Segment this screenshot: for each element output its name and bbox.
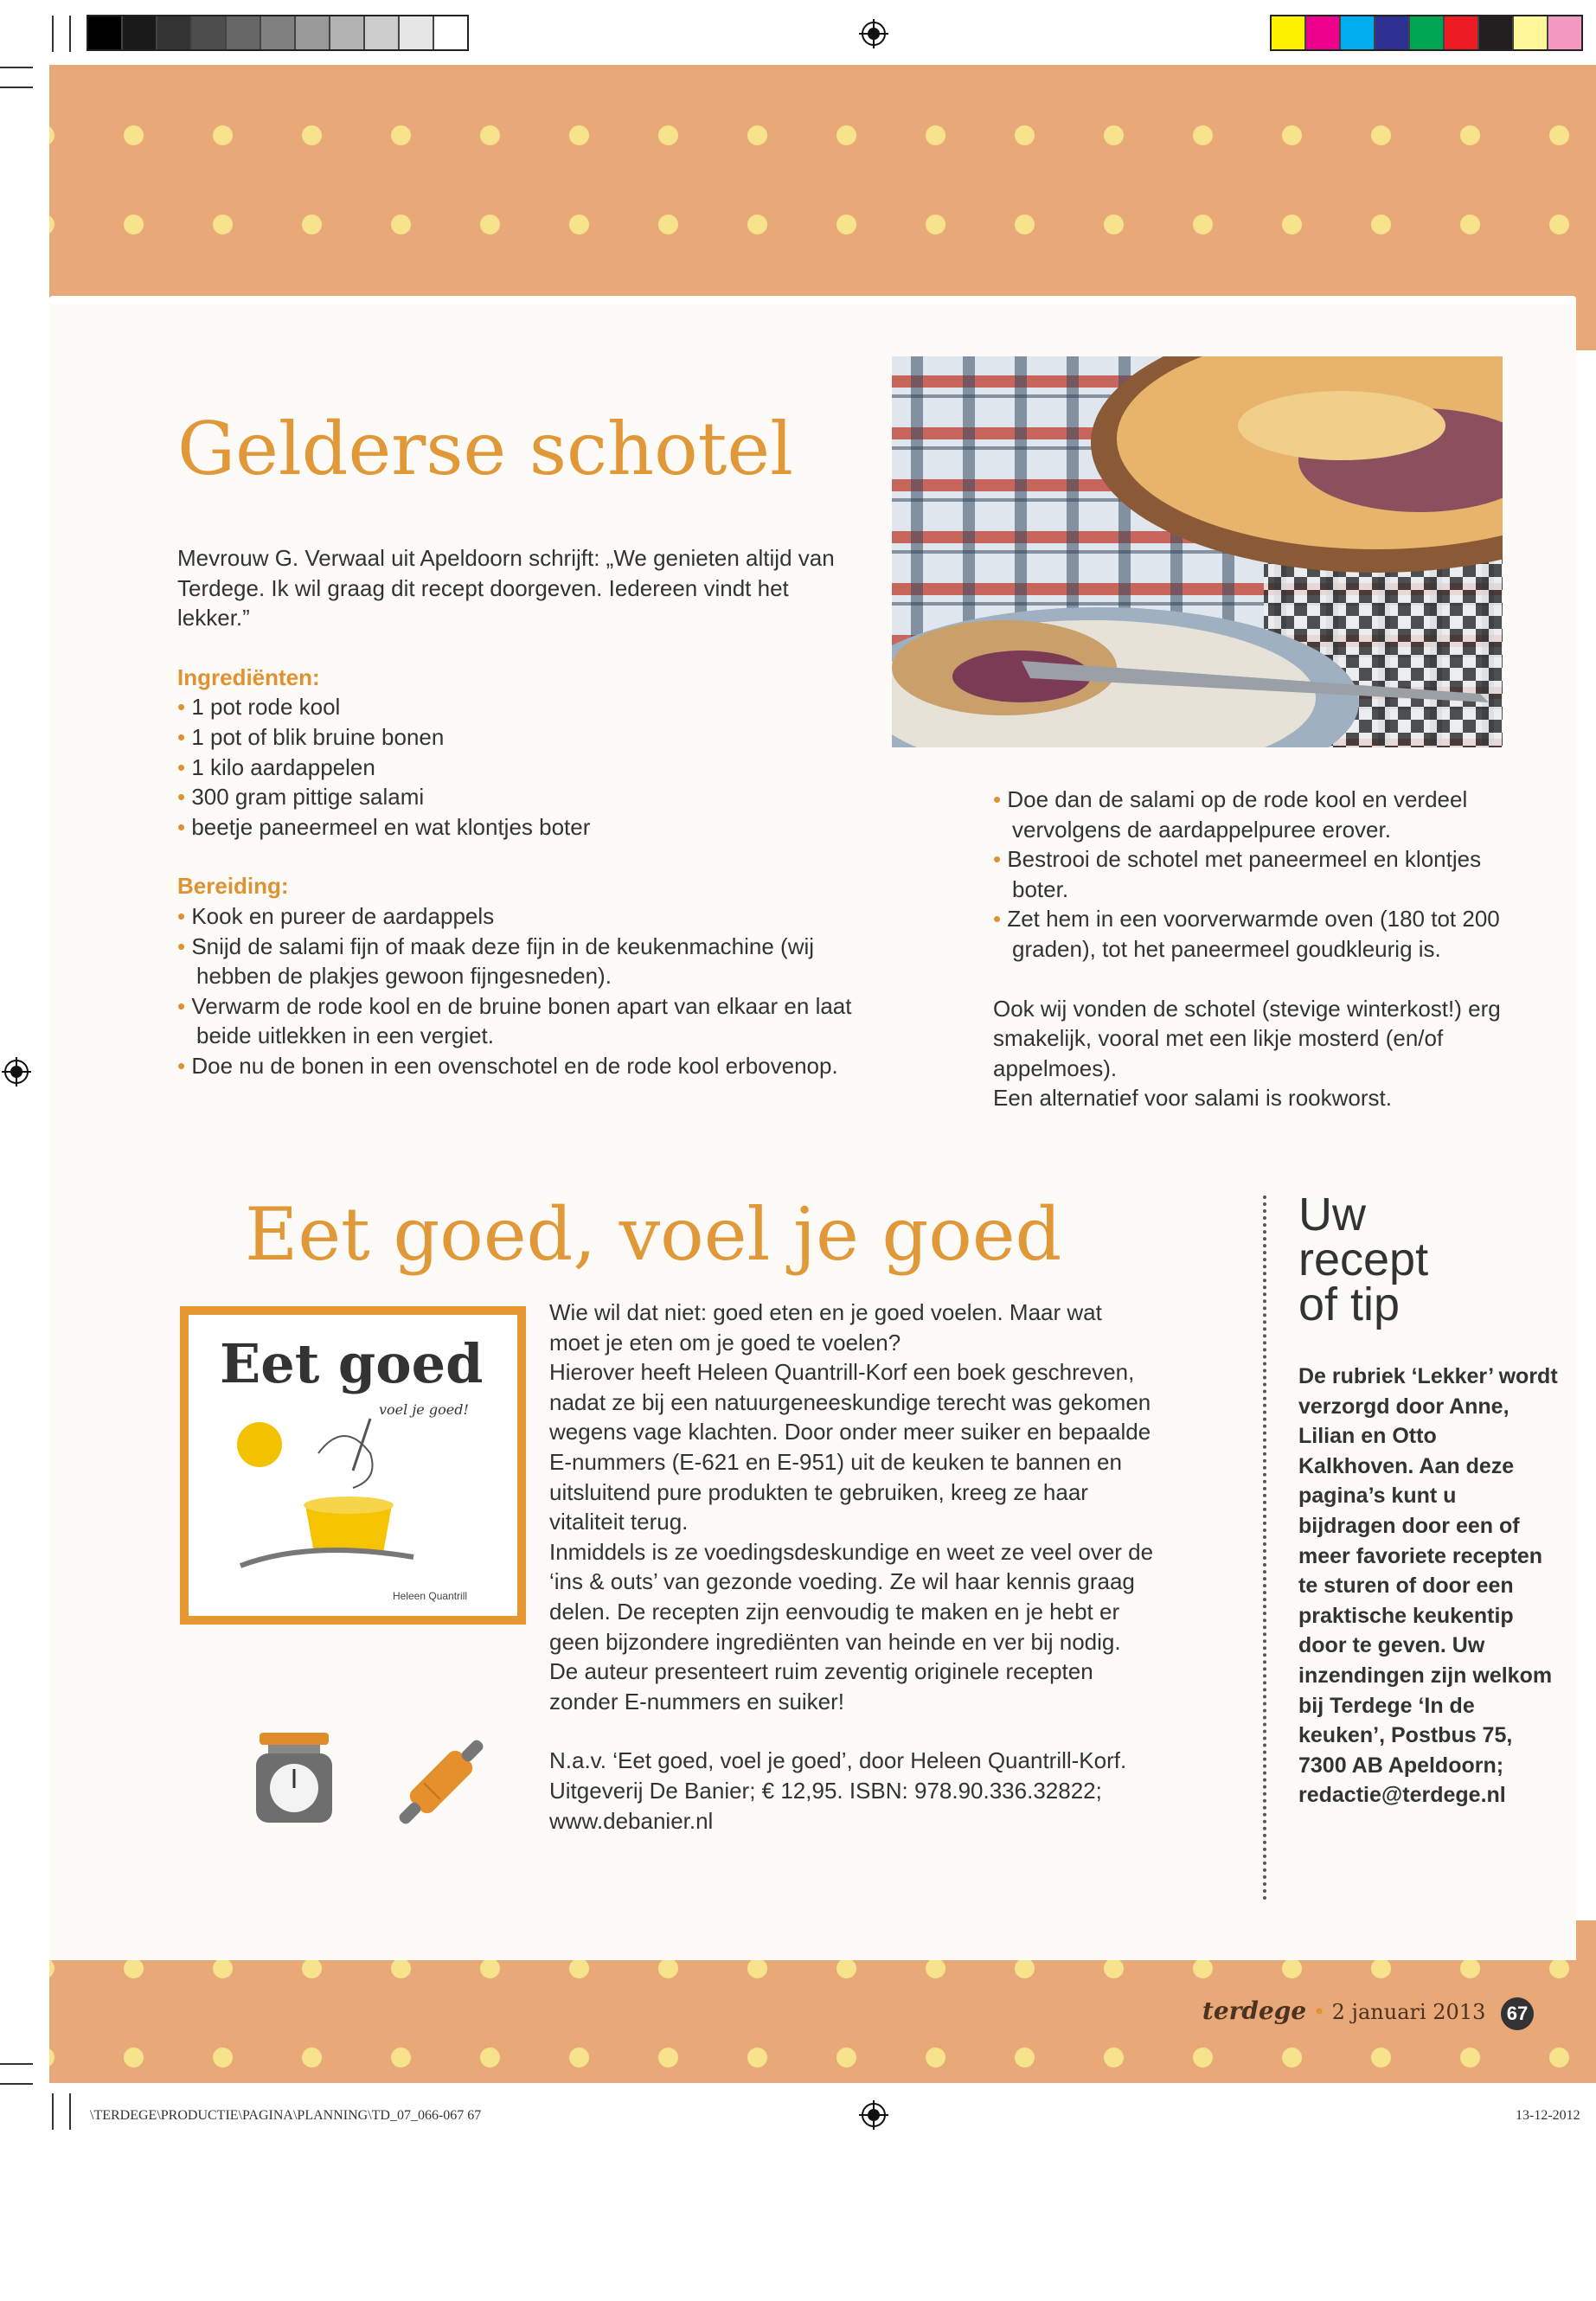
book-source: Uitgeverij De Banier; € 12,95. ISBN: 978.90.336.32822; <box>549 1777 1102 1804</box>
pot-illustration-icon <box>223 1401 483 1583</box>
book-paragraph: Inmiddels is ze voedingsdeskundige en weet ze veel over de ‘ins & outs’ van gezonde voeding. Ze wil haar kennis graag delen. De recepten zijn eenvoudig te maken en je hebt er geen bijzondere ingrediënten van heinde en ver bij nodig. De auteur presenteert ruim zeventig originele recepten zonder E-nummers en suiker! <box>549 1538 1154 1715</box>
ingredient-item: • 1 kilo aardappelen <box>177 753 375 780</box>
sidebar-title-line: Uw <box>1298 1189 1366 1240</box>
sidebar-divider <box>1263 1195 1266 1900</box>
cmyk-color-bar <box>1270 15 1583 51</box>
book-cover <box>180 1306 526 1625</box>
book-paragraph: Wie wil dat niet: goed eten en je goed voelen. Maar wat moet je eten om je goed te voelen? <box>549 1299 1102 1356</box>
ingredients-heading: Ingrediënten: <box>177 663 320 690</box>
recipe-comment: Ook wij vonden de schotel (stevige winterkost!) erg smakelijk, vooral met een likje mosterd (en/of appelmoes). <box>993 995 1501 1081</box>
footer-separator: • <box>1312 2000 1325 2024</box>
step-item: • Kook en pureer de aardappels <box>177 902 495 929</box>
book-cover-subtitle: voel je goed! <box>379 1401 469 1418</box>
book-source: www.debanier.nl <box>549 1807 714 1834</box>
print-slug-path: \TERDEGE\PRODUCTIE\PAGINA\PLANNING\TD_07_066-067 67 <box>90 2108 482 2123</box>
print-slug-date: 13-12-2012 <box>1516 2108 1580 2123</box>
sidebar-title-line: recept <box>1298 1234 1429 1285</box>
grayscale-color-bar <box>87 15 469 51</box>
recipe-alternative: Een alternatief voor salami is rookworst. <box>993 1085 1392 1112</box>
crop-mark <box>0 87 33 88</box>
recipe-title: Gelderse schotel <box>177 407 793 491</box>
recipe-photo <box>892 356 1503 747</box>
step-item: • Bestrooi de schotel met paneermeel en klontjes boter. <box>993 846 1482 902</box>
book-text <box>549 1298 1155 1836</box>
crop-mark <box>0 2063 33 2065</box>
registration-mark-icon <box>859 2100 888 2130</box>
step-item: • Doe nu de bonen in een ovenschotel en de rode kool erbovenop. <box>177 1052 838 1079</box>
footer-date: 2 januari 2013 <box>1331 2000 1486 2024</box>
registration-mark-icon <box>2 1057 31 1086</box>
book-paragraph: Hierover heeft Heleen Quantrill-Korf een boek geschreven, nadat ze bij een natuurgeneeskundige terecht was gekomen wegens vage klachten. Door onder meer suiker en bepaalde E-nummers (E-621 en E-951) uit de keuken te bannen en uitsluitend pure produkten te gebruiken, kreeg ze haar vitaliteit terug. <box>549 1359 1151 1535</box>
crop-mark <box>0 67 33 68</box>
crop-mark <box>52 16 54 52</box>
ingredient-item: • beetje paneermeel en wat klontjes boter <box>177 813 591 840</box>
ingredient-item: • 300 gram pittige salami <box>177 784 425 811</box>
recipe-left-column <box>177 543 861 1081</box>
crop-mark <box>69 16 71 52</box>
sidebar-title <box>1298 1189 1429 1330</box>
book-cover-title: Eet goed <box>220 1332 484 1395</box>
recipe-intro: Mevrouw G. Verwaal uit Apeldoorn schrijft: „We genieten altijd van Terdege. Ik wil graag dit recept doorgeven. Iedereen vindt het lekker.” <box>177 545 835 631</box>
book-section-title: Eet goed, voel je goed <box>245 1192 1062 1277</box>
ingredient-item: • 1 pot rode kool <box>177 694 341 721</box>
kitchen-scale-icon <box>251 1726 337 1830</box>
book-source: N.a.v. ‘Eet goed, voel je goed’, door Heleen Quantrill-Korf. <box>549 1747 1127 1774</box>
crop-mark <box>0 2083 33 2085</box>
sidebar-title-line: of tip <box>1298 1279 1401 1330</box>
sidebar-body: De rubriek ‘Lekker’ wordt verzorgd door Anne, Lilian en Otto Kalkhoven. Aan deze pagina’s kunt u bijdragen door een of meer favoriete recepten te sturen of door een praktische keukentip door te geven. Uw inzendingen zijn welkom bij Terdege ‘In de keuken’, Postbus 75, 7300 AB Apeldoorn; redactie@terdege.nl <box>1298 1364 1558 1808</box>
step-item: • Verwarm de rode kool en de bruine bonen apart van elkaar en laat beide uitlekken in een vergiet. <box>177 992 852 1049</box>
footer-brand-date <box>1202 1997 1534 2030</box>
recipe-right-column <box>993 785 1512 1113</box>
book-cover-author: Heleen Quantrill <box>393 1590 468 1602</box>
brand-logo: terdege <box>1202 1997 1307 2025</box>
step-item: • Snijd de salami fijn of maak deze fijn in de keukenmachine (wij hebben de plakjes gewoon fijngesneden). <box>177 933 815 990</box>
step-item: • Doe dan de salami op de rode kool en verdeel vervolgens de aardappelpuree erover. <box>993 786 1468 843</box>
registration-mark-icon <box>859 19 888 48</box>
crop-mark <box>69 2093 71 2130</box>
step-item: • Zet hem in een voorverwarmde oven (180 tot 200 graden), tot het paneermeel goudkleurig is. <box>993 906 1500 962</box>
rolling-pin-icon <box>381 1726 502 1838</box>
crop-mark <box>52 2093 54 2130</box>
page-number: 67 <box>1501 1997 1534 2030</box>
ingredient-item: • 1 pot of blik bruine bonen <box>177 723 445 750</box>
preparation-heading: Bereiding: <box>177 873 289 900</box>
panel-torn-edge <box>49 296 1576 304</box>
